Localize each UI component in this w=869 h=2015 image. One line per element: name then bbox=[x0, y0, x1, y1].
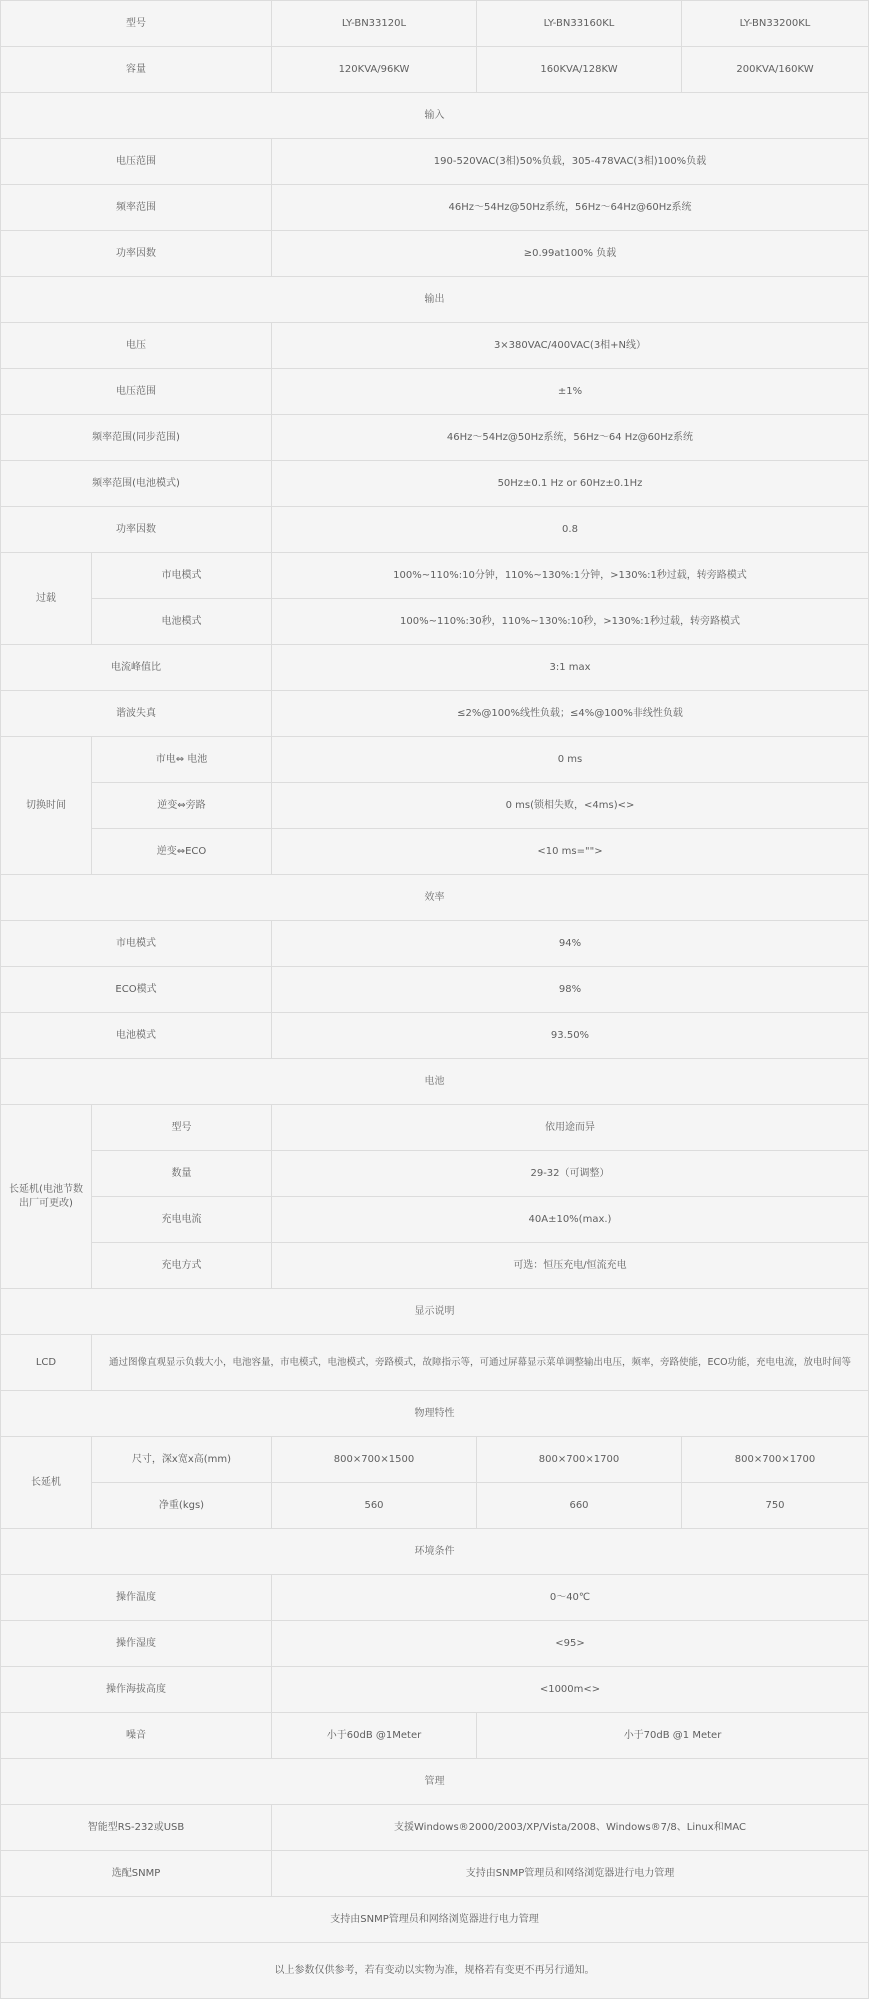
section-management bbox=[1, 1759, 869, 1805]
row-model bbox=[1, 1, 869, 47]
cell-value: 通过图像直观显示负载大小，电池容量，市电模式，电池模式，旁路模式，故障指示等，可通过屏幕显示菜单调整输出电压，频率，旁路使能，ECO功能，充电电流，放电时间等 bbox=[92, 1335, 869, 1391]
group-label: 长延机 bbox=[1, 1437, 92, 1529]
cell-label: 电压范围 bbox=[1, 369, 272, 415]
group-label: 切换时间 bbox=[1, 737, 92, 875]
cell-label: 电压 bbox=[1, 323, 272, 369]
cell-value: 小于70dB @1 Meter bbox=[477, 1713, 869, 1759]
cell-value: <10 ms=""> bbox=[272, 829, 869, 875]
cell-label: 市电模式 bbox=[92, 553, 272, 599]
cell-value: 100%~110%:10分钟，110%~130%:1分钟，>130%:1秒过载，转旁路模式 bbox=[272, 553, 869, 599]
cell-label: 噪音 bbox=[1, 1713, 272, 1759]
row-efficiency-eco bbox=[1, 967, 869, 1013]
cell-value: 3×380VAC/400VAC(3相+N线） bbox=[272, 323, 869, 369]
cell-value: ±1% bbox=[272, 369, 869, 415]
cell-value: 0 ms(锁相失败，<4ms)<> bbox=[272, 783, 869, 829]
cell-value: ≥0.99at100% 负载 bbox=[272, 231, 869, 277]
cell-value: LY-BN33120L bbox=[272, 1, 477, 47]
cell-value: 小于60dB @1Meter bbox=[272, 1713, 477, 1759]
cell-label: 净重(kgs) bbox=[92, 1483, 272, 1529]
section-title: 管理 bbox=[1, 1759, 869, 1805]
row-crest-factor bbox=[1, 645, 869, 691]
section-output bbox=[1, 277, 869, 323]
row-transfer-mains-battery bbox=[1, 737, 869, 783]
row-operating-humidity bbox=[1, 1621, 869, 1667]
section-input bbox=[1, 93, 869, 139]
cell-label: 充电方式 bbox=[92, 1243, 272, 1289]
cell-value: 40A±10%(max.) bbox=[272, 1197, 869, 1243]
row-output-power-factor bbox=[1, 507, 869, 553]
cell-value: 100%~110%:30秒，110%~130%:10秒，>130%:1秒过载，转旁路模式 bbox=[272, 599, 869, 645]
section-title: 电池 bbox=[1, 1059, 869, 1105]
row-noise bbox=[1, 1713, 869, 1759]
cell-value: <1000m<> bbox=[272, 1667, 869, 1713]
cell-label: 电流峰值比 bbox=[1, 645, 272, 691]
cell-label: 市电模式 bbox=[1, 921, 272, 967]
cell-value: 120KVA/96KW bbox=[272, 47, 477, 93]
cell-value: 支持由SNMP管理员和网络浏览器进行电力管理 bbox=[272, 1851, 869, 1897]
section-environment bbox=[1, 1529, 869, 1575]
row-efficiency-battery bbox=[1, 1013, 869, 1059]
cell-value: LY-BN33200KL bbox=[682, 1, 869, 47]
section-physical bbox=[1, 1391, 869, 1437]
cell-label: 频率范围 bbox=[1, 185, 272, 231]
cell-label: 充电电流 bbox=[92, 1197, 272, 1243]
cell-value: 800×700×1700 bbox=[682, 1437, 869, 1483]
row-input-frequency-range bbox=[1, 185, 869, 231]
cell-value: 3:1 max bbox=[272, 645, 869, 691]
cell-value: 94% bbox=[272, 921, 869, 967]
row-output-voltage bbox=[1, 323, 869, 369]
cell-label: 逆变⇔ECO bbox=[92, 829, 272, 875]
section-title: 物理特性 bbox=[1, 1391, 869, 1437]
row-lcd bbox=[1, 1335, 869, 1391]
row-input-power-factor bbox=[1, 231, 869, 277]
row-overload-battery bbox=[1, 599, 869, 645]
section-efficiency bbox=[1, 875, 869, 921]
row-battery-charge-current bbox=[1, 1197, 869, 1243]
row-smart-port bbox=[1, 1805, 869, 1851]
cell-note: 支持由SNMP管理员和网络浏览器进行电力管理 bbox=[1, 1897, 869, 1943]
row-weight bbox=[1, 1483, 869, 1529]
section-display bbox=[1, 1289, 869, 1335]
cell-value: 支援Windows®2000/2003/XP/Vista/2008、Windows®7/8、Linux和MAC bbox=[272, 1805, 869, 1851]
cell-label: 功率因数 bbox=[1, 507, 272, 553]
cell-value: 46Hz～54Hz@50Hz系统，56Hz～64Hz@60Hz系统 bbox=[272, 185, 869, 231]
cell-label: 市电⇔ 电池 bbox=[92, 737, 272, 783]
cell-label: 型号 bbox=[92, 1105, 272, 1151]
cell-label: 逆变⇔旁路 bbox=[92, 783, 272, 829]
row-dimensions bbox=[1, 1437, 869, 1483]
section-battery bbox=[1, 1059, 869, 1105]
cell-value: 可选：恒压充电/恒流充电 bbox=[272, 1243, 869, 1289]
cell-label: 容量 bbox=[1, 47, 272, 93]
cell-value: 560 bbox=[272, 1483, 477, 1529]
cell-value: 46Hz～54Hz@50Hz系统，56Hz～64 Hz@60Hz系统 bbox=[272, 415, 869, 461]
cell-label: 电池模式 bbox=[1, 1013, 272, 1059]
cell-value: LY-BN33160KL bbox=[477, 1, 682, 47]
cell-value: 98% bbox=[272, 967, 869, 1013]
row-output-voltage-range bbox=[1, 369, 869, 415]
cell-value: 依用途而异 bbox=[272, 1105, 869, 1151]
cell-label: 数量 bbox=[92, 1151, 272, 1197]
row-output-freq-sync bbox=[1, 415, 869, 461]
cell-label: 型号 bbox=[1, 1, 272, 47]
cell-value: ≤2%@100%线性负载；≤4%@100%非线性负载 bbox=[272, 691, 869, 737]
row-management-note bbox=[1, 1897, 869, 1943]
disclaimer-text: 以上参数仅供参考，若有变动以实物为准，规格若有变更不再另行通知。 bbox=[1, 1943, 869, 1999]
cell-value: 800×700×1500 bbox=[272, 1437, 477, 1483]
group-label: 过载 bbox=[1, 553, 92, 645]
cell-label: 智能型RS-232或USB bbox=[1, 1805, 272, 1851]
cell-value: 93.50% bbox=[272, 1013, 869, 1059]
cell-label: 操作温度 bbox=[1, 1575, 272, 1621]
cell-value: 0.8 bbox=[272, 507, 869, 553]
row-efficiency-mains bbox=[1, 921, 869, 967]
cell-label: 操作湿度 bbox=[1, 1621, 272, 1667]
cell-label: 尺寸，深x宽x高(mm) bbox=[92, 1437, 272, 1483]
row-overload-mains bbox=[1, 553, 869, 599]
row-snmp bbox=[1, 1851, 869, 1897]
group-label: 长延机(电池节数出厂可更改) bbox=[1, 1105, 92, 1289]
cell-label: 选配SNMP bbox=[1, 1851, 272, 1897]
cell-value: 160KVA/128KW bbox=[477, 47, 682, 93]
row-altitude bbox=[1, 1667, 869, 1713]
cell-label: LCD bbox=[1, 1335, 92, 1391]
row-input-voltage-range bbox=[1, 139, 869, 185]
cell-value: 200KVA/160KW bbox=[682, 47, 869, 93]
cell-value: 190-520VAC(3相)50%负载，305-478VAC(3相)100%负载 bbox=[272, 139, 869, 185]
cell-value: 0 ms bbox=[272, 737, 869, 783]
cell-label: 谐波失真 bbox=[1, 691, 272, 737]
section-title: 输入 bbox=[1, 93, 869, 139]
cell-label: ECO模式 bbox=[1, 967, 272, 1013]
cell-value: 750 bbox=[682, 1483, 869, 1529]
row-transfer-inverter-bypass bbox=[1, 783, 869, 829]
row-disclaimer bbox=[1, 1943, 869, 1999]
cell-value: 29-32（可调整） bbox=[272, 1151, 869, 1197]
cell-label: 功率因数 bbox=[1, 231, 272, 277]
cell-value: 50Hz±0.1 Hz or 60Hz±0.1Hz bbox=[272, 461, 869, 507]
row-thd bbox=[1, 691, 869, 737]
row-transfer-inverter-eco bbox=[1, 829, 869, 875]
row-battery-type bbox=[1, 1105, 869, 1151]
row-battery-charge-mode bbox=[1, 1243, 869, 1289]
cell-value: 0～40℃ bbox=[272, 1575, 869, 1621]
cell-label: 频率范围(同步范围) bbox=[1, 415, 272, 461]
cell-label: 操作海拔高度 bbox=[1, 1667, 272, 1713]
cell-label: 电池模式 bbox=[92, 599, 272, 645]
section-title: 效率 bbox=[1, 875, 869, 921]
cell-label: 频率范围(电池模式) bbox=[1, 461, 272, 507]
section-title: 显示说明 bbox=[1, 1289, 869, 1335]
section-title: 环境条件 bbox=[1, 1529, 869, 1575]
row-operating-temp bbox=[1, 1575, 869, 1621]
cell-value: 800×700×1700 bbox=[477, 1437, 682, 1483]
cell-label: 电压范围 bbox=[1, 139, 272, 185]
cell-value: 660 bbox=[477, 1483, 682, 1529]
cell-value: <95> bbox=[272, 1621, 869, 1667]
row-battery-quantity bbox=[1, 1151, 869, 1197]
section-title: 输出 bbox=[1, 277, 869, 323]
row-capacity bbox=[1, 47, 869, 93]
row-output-freq-battery bbox=[1, 461, 869, 507]
